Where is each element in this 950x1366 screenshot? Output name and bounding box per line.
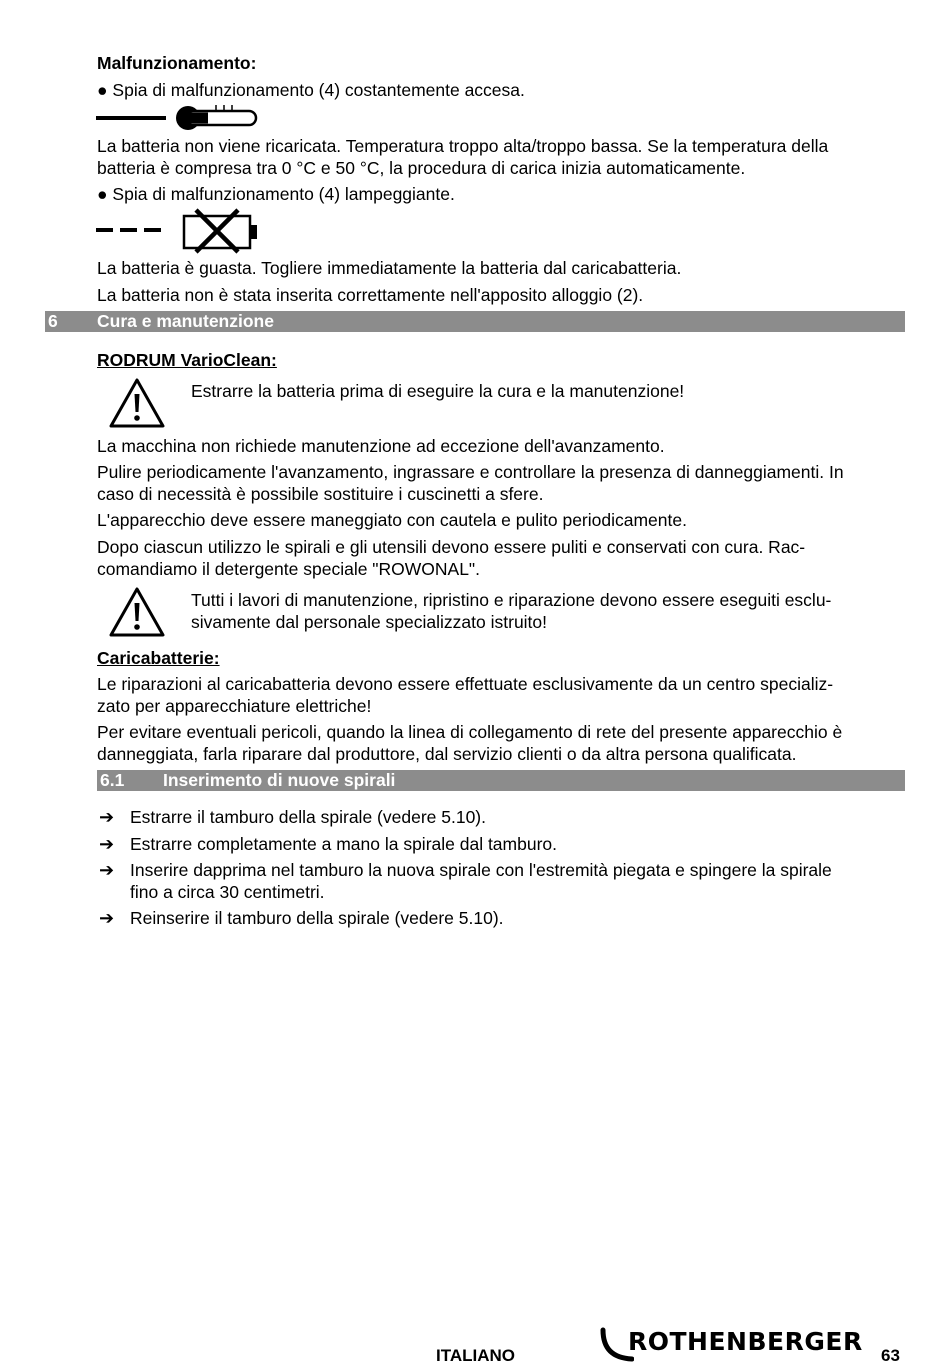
rodrum-subheading: RODRUM VarioClean: bbox=[97, 350, 277, 370]
section-6-1-header bbox=[97, 770, 905, 791]
logo-text: ROTHENBERGER bbox=[628, 1327, 863, 1356]
warning-specialists-line2: sivamente dal personale specializzato istruito! bbox=[191, 612, 548, 632]
warning-icon bbox=[108, 377, 166, 429]
section-6-header bbox=[45, 311, 905, 332]
footer-language: ITALIANO bbox=[436, 1346, 516, 1365]
para-maintenance-free: La macchina non richiede manutenzione ad eccezione dell'avanzamento. bbox=[97, 436, 665, 456]
warning-remove-battery: Estrarre la batteria prima di eseguire la cura e la manutenzione! bbox=[191, 381, 685, 401]
para-cable-damage-line1: Per evitare eventuali pericoli, quando la linea di collegamento di rete del presente apparecchio è bbox=[97, 722, 843, 742]
warning-icon bbox=[108, 586, 166, 638]
para-temperature-line1: La batteria non viene ricaricata. Temperatura troppo alta/troppo bassa. Se la temperatura della bbox=[97, 136, 829, 156]
arrow-right-icon: ➔ bbox=[99, 834, 115, 854]
step-item: Estrarre completamente a mano la spirale dal tamburo. bbox=[130, 834, 558, 854]
charger-subheading: Caricabatterie: bbox=[97, 648, 220, 668]
step-item-continuation: fino a circa 30 centimetri. bbox=[130, 882, 325, 902]
arrow-right-icon: ➔ bbox=[99, 908, 115, 928]
para-cable-damage-line2: danneggiata, farla riparare dal produttore, dal servizio clienti o da altra persona qualificata. bbox=[97, 744, 797, 764]
para-charger-repair-line2: zato per apparecchiature elettriche! bbox=[97, 696, 372, 716]
section-6-number: 6 bbox=[48, 311, 58, 331]
para-temperature-line2: batteria è compresa tra 0 °C e 50 °C, la procedura di carica inizia automaticamente. bbox=[97, 158, 746, 178]
warning-specialists-line1: Tutti i lavori di manutenzione, ripristino e riparazione devono essere eseguiti esclu- bbox=[191, 590, 832, 610]
arrow-right-icon: ➔ bbox=[99, 807, 115, 827]
para-battery-not-inserted: La batteria non è stata inserita correttamente nell'apposito alloggio (2). bbox=[97, 285, 644, 305]
bullet-blinking-led: ● Spia di malfunzionamento (4) lampeggiante. bbox=[97, 184, 455, 204]
thermometer-icon bbox=[96, 103, 266, 133]
bullet-constant-led: ● Spia di malfunzionamento (4) costantemente accesa. bbox=[97, 80, 525, 100]
para-charger-repair-line1: Le riparazioni al caricabatteria devono essere effettuate esclusivamente da un centro specializ- bbox=[97, 674, 834, 694]
para-rowonal-line1: Dopo ciascun utilizzo le spirali e gli utensili devono essere puliti e conservati con cura. Rac- bbox=[97, 537, 806, 557]
arrow-right-icon: ➔ bbox=[99, 860, 115, 880]
malfunction-heading: Malfunzionamento: bbox=[97, 53, 257, 73]
para-clean-feed-line2: caso di necessità è possibile sostituire i cuscinetti a sfere. bbox=[97, 484, 544, 504]
page-number: 63 bbox=[881, 1346, 900, 1365]
step-item: Estrarre il tamburo della spirale (vedere 5.10). bbox=[130, 807, 486, 827]
section-6-1-title: Inserimento di nuove spirali bbox=[163, 770, 396, 790]
para-handle-care: L'apparecchio deve essere maneggiato con cautela e pulito periodicamente. bbox=[97, 510, 687, 530]
step-item: Reinserire il tamburo della spirale (vedere 5.10). bbox=[130, 908, 504, 928]
step-item: Inserire dapprima nel tamburo la nuova spirale con l'estremità piegata e spingere la spirale bbox=[130, 860, 832, 880]
para-rowonal-line2: comandiamo il detergente speciale "ROWONAL". bbox=[97, 559, 481, 579]
broken-battery-icon bbox=[96, 208, 266, 254]
para-battery-broken: La batteria è guasta. Togliere immediatamente la batteria dal caricabatteria. bbox=[97, 258, 682, 278]
section-6-1-number: 6.1 bbox=[100, 770, 125, 790]
section-6-title: Cura e manutenzione bbox=[97, 311, 274, 331]
rothenberger-logo bbox=[598, 1326, 863, 1362]
para-clean-feed-line1: Pulire periodicamente l'avanzamento, ingrassare e controllare la presenza di danneggiamenti. In bbox=[97, 462, 844, 482]
